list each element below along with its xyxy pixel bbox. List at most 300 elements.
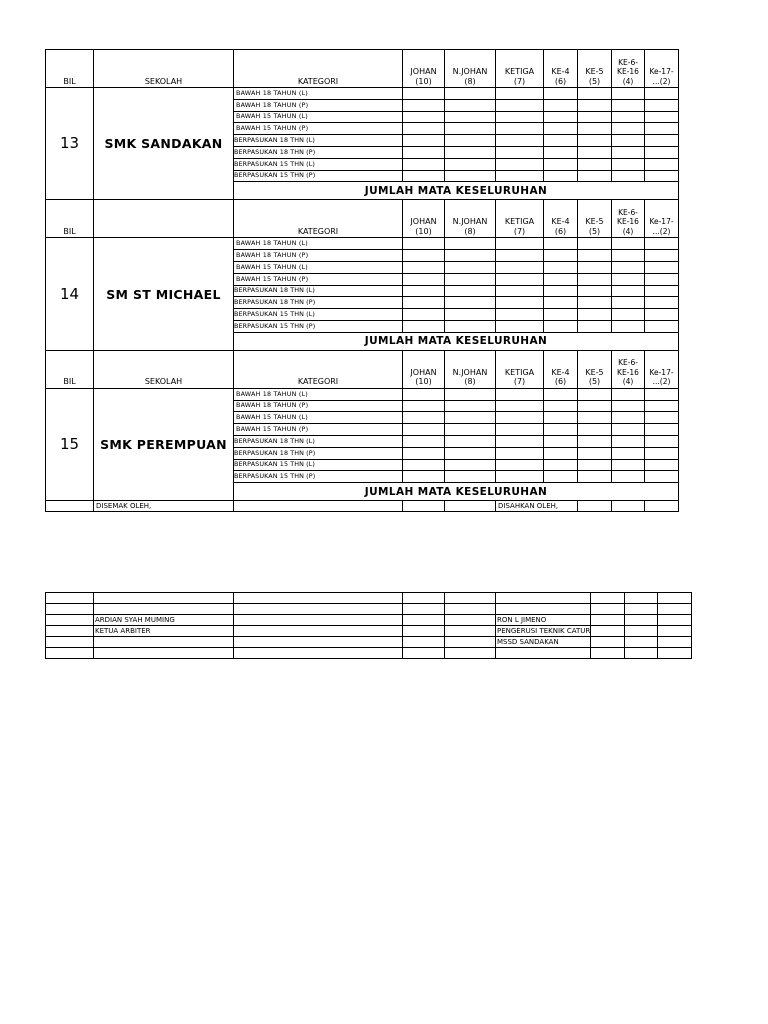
category-row bbox=[46, 388, 679, 400]
placement-label: Ke-17- bbox=[649, 367, 674, 377]
placement-label: KETIGA bbox=[504, 367, 535, 377]
score-cell[interactable] bbox=[645, 435, 679, 447]
sig-cell bbox=[658, 593, 692, 604]
score-cell[interactable] bbox=[496, 459, 544, 471]
category-name: BAWAH 18 TAHUN (L) bbox=[234, 238, 403, 250]
score-cell[interactable] bbox=[645, 400, 679, 412]
score-cell[interactable] bbox=[496, 238, 544, 250]
score-cell[interactable] bbox=[403, 170, 445, 182]
score-cell[interactable] bbox=[578, 88, 612, 100]
kategori-header: KATEGORI bbox=[234, 350, 403, 388]
score-cell[interactable] bbox=[645, 99, 679, 111]
category-name: BAWAH 18 TAHUN (L) bbox=[234, 388, 403, 400]
placement-points: ...(2) bbox=[652, 377, 671, 387]
placement-label: KE-5 bbox=[585, 217, 604, 227]
score-cell[interactable] bbox=[578, 273, 612, 285]
score-cell[interactable] bbox=[578, 320, 612, 332]
score-cell[interactable] bbox=[612, 250, 645, 262]
score-cell[interactable] bbox=[578, 297, 612, 309]
score-cell[interactable] bbox=[645, 273, 679, 285]
score-cell[interactable] bbox=[578, 146, 612, 158]
score-cell[interactable] bbox=[445, 261, 496, 273]
placement-points: (10) bbox=[415, 377, 432, 387]
sig-cell bbox=[445, 593, 496, 604]
score-cell[interactable] bbox=[578, 261, 612, 273]
category-name: BAWAH 18 TAHUN (P) bbox=[234, 250, 403, 262]
score-cell[interactable] bbox=[544, 170, 578, 182]
signature-row bbox=[46, 648, 692, 659]
sig-cell bbox=[625, 604, 658, 615]
score-cell[interactable] bbox=[403, 146, 445, 158]
results-table bbox=[45, 49, 679, 512]
score-cell[interactable] bbox=[496, 400, 544, 412]
score-cell[interactable] bbox=[578, 309, 612, 321]
score-cell[interactable] bbox=[496, 412, 544, 424]
placement-label-2: KE-16 bbox=[617, 367, 639, 377]
score-cell[interactable] bbox=[612, 285, 645, 297]
placement-header bbox=[612, 200, 645, 238]
bil-number: 14 bbox=[46, 238, 94, 350]
score-cell[interactable] bbox=[578, 388, 612, 400]
score-cell[interactable] bbox=[496, 388, 544, 400]
score-cell[interactable] bbox=[496, 146, 544, 158]
score-cell[interactable] bbox=[496, 273, 544, 285]
placement-label: N.JOHAN bbox=[452, 367, 488, 377]
sig-cell bbox=[403, 648, 445, 659]
sig-cell bbox=[591, 615, 625, 626]
category-name: BERPASUKAN 18 THN (P) bbox=[234, 146, 403, 158]
score-cell[interactable] bbox=[645, 412, 679, 424]
footer-cell bbox=[578, 501, 612, 512]
sig-cell bbox=[591, 648, 625, 659]
score-cell[interactable] bbox=[612, 412, 645, 424]
category-name: BAWAH 18 TAHUN (P) bbox=[234, 400, 403, 412]
score-cell[interactable] bbox=[645, 309, 679, 321]
score-cell[interactable] bbox=[544, 261, 578, 273]
placement-points: (5) bbox=[588, 377, 601, 387]
score-cell[interactable] bbox=[612, 309, 645, 321]
score-cell[interactable] bbox=[612, 158, 645, 170]
footer-cell bbox=[645, 501, 679, 512]
score-cell[interactable] bbox=[544, 146, 578, 158]
score-cell[interactable] bbox=[403, 471, 445, 483]
score-cell[interactable] bbox=[496, 170, 544, 182]
score-cell[interactable] bbox=[445, 99, 496, 111]
placement-label: N.JOHAN bbox=[452, 217, 488, 227]
right-signatory-name: RON L JIMENO bbox=[496, 615, 591, 626]
placement-header bbox=[578, 200, 612, 238]
score-cell[interactable] bbox=[445, 424, 496, 436]
bil-header: BIL bbox=[46, 350, 94, 388]
score-cell[interactable] bbox=[645, 123, 679, 135]
score-cell[interactable] bbox=[645, 135, 679, 147]
right-signatory-title: PENGERUSI TEKNIK CATUR bbox=[497, 627, 591, 635]
placement-header bbox=[645, 50, 679, 88]
score-cell[interactable] bbox=[578, 250, 612, 262]
left-signatory-name: ARDIAN SYAH MUMING bbox=[94, 615, 234, 626]
score-cell[interactable] bbox=[612, 123, 645, 135]
score-cell[interactable] bbox=[612, 111, 645, 123]
score-cell[interactable] bbox=[578, 238, 612, 250]
score-cell[interactable] bbox=[645, 170, 679, 182]
score-cell[interactable] bbox=[403, 250, 445, 262]
left-signatory-title: KETUA ARBITER bbox=[94, 626, 234, 637]
score-cell[interactable] bbox=[403, 111, 445, 123]
score-cell[interactable] bbox=[496, 111, 544, 123]
score-cell[interactable] bbox=[578, 424, 612, 436]
score-cell[interactable] bbox=[496, 424, 544, 436]
score-cell[interactable] bbox=[544, 309, 578, 321]
score-cell[interactable] bbox=[496, 435, 544, 447]
placement-header bbox=[544, 200, 578, 238]
header-row bbox=[46, 200, 679, 238]
score-cell[interactable] bbox=[403, 309, 445, 321]
score-cell[interactable] bbox=[496, 88, 544, 100]
score-cell[interactable] bbox=[645, 111, 679, 123]
score-cell[interactable] bbox=[645, 320, 679, 332]
placement-label: KE-6- bbox=[618, 207, 638, 217]
placement-label: KE-4 bbox=[551, 367, 570, 377]
score-cell[interactable] bbox=[445, 320, 496, 332]
bil-header: BIL bbox=[46, 200, 94, 238]
category-name: BERPASUKAN 18 THN (L) bbox=[234, 435, 403, 447]
score-cell[interactable] bbox=[496, 320, 544, 332]
sig-cell bbox=[625, 626, 658, 637]
score-cell[interactable] bbox=[445, 435, 496, 447]
score-cell[interactable] bbox=[612, 261, 645, 273]
sig-cell bbox=[591, 626, 625, 637]
score-cell[interactable] bbox=[645, 261, 679, 273]
category-name: BAWAH 15 TAHUN (P) bbox=[234, 424, 403, 436]
placement-label: KE-5 bbox=[585, 67, 604, 76]
sig-cell bbox=[234, 604, 403, 615]
sig-cell bbox=[658, 648, 692, 659]
total-label: JUMLAH MATA KESELURUHAN bbox=[234, 332, 679, 350]
score-cell[interactable] bbox=[445, 88, 496, 100]
school-name: SM ST MICHAEL bbox=[94, 238, 234, 350]
placement-label: KE-6- bbox=[618, 358, 638, 368]
placement-points: (6) bbox=[554, 76, 567, 86]
score-cell[interactable] bbox=[403, 459, 445, 471]
score-cell[interactable] bbox=[612, 273, 645, 285]
placement-points: (8) bbox=[464, 76, 476, 86]
category-name: BERPASUKAN 15 THN (P) bbox=[234, 471, 403, 483]
placement-header bbox=[445, 200, 496, 238]
score-cell[interactable] bbox=[496, 447, 544, 459]
sig-cell bbox=[46, 637, 94, 648]
score-cell[interactable] bbox=[645, 424, 679, 436]
sig-empty bbox=[94, 648, 234, 659]
score-cell[interactable] bbox=[645, 297, 679, 309]
sig-empty bbox=[496, 604, 591, 615]
score-cell[interactable] bbox=[612, 297, 645, 309]
placement-label: JOHAN bbox=[410, 67, 437, 76]
sig-cell bbox=[46, 626, 94, 637]
score-cell[interactable] bbox=[445, 297, 496, 309]
score-cell[interactable] bbox=[403, 99, 445, 111]
score-cell[interactable] bbox=[403, 135, 445, 147]
footer-cell bbox=[612, 501, 645, 512]
score-cell[interactable] bbox=[496, 309, 544, 321]
score-cell[interactable] bbox=[496, 471, 544, 483]
score-cell[interactable] bbox=[403, 285, 445, 297]
score-cell[interactable] bbox=[544, 412, 578, 424]
score-cell[interactable] bbox=[578, 447, 612, 459]
score-cell[interactable] bbox=[496, 250, 544, 262]
placement-points: (6) bbox=[554, 226, 567, 236]
category-name: BERPASUKAN 15 THN (L) bbox=[234, 158, 403, 170]
score-cell[interactable] bbox=[544, 273, 578, 285]
score-cell[interactable] bbox=[612, 146, 645, 158]
score-cell[interactable] bbox=[544, 158, 578, 170]
placement-points: (5) bbox=[588, 226, 601, 236]
total-label: JUMLAH MATA KESELURUHAN bbox=[234, 483, 679, 501]
score-cell[interactable] bbox=[403, 238, 445, 250]
sig-cell bbox=[445, 637, 496, 648]
score-cell[interactable] bbox=[445, 285, 496, 297]
header-row bbox=[46, 350, 679, 388]
sig-cell bbox=[403, 626, 445, 637]
category-name: BERPASUKAN 15 THN (L) bbox=[234, 309, 403, 321]
school-name: SMK SANDAKAN bbox=[94, 88, 234, 200]
score-cell[interactable] bbox=[544, 388, 578, 400]
score-cell[interactable] bbox=[403, 400, 445, 412]
score-cell[interactable] bbox=[445, 388, 496, 400]
score-cell[interactable] bbox=[496, 123, 544, 135]
score-cell[interactable] bbox=[403, 424, 445, 436]
sig-cell bbox=[625, 637, 658, 648]
score-cell[interactable] bbox=[578, 435, 612, 447]
score-cell[interactable] bbox=[403, 261, 445, 273]
score-cell[interactable] bbox=[544, 471, 578, 483]
score-cell[interactable] bbox=[544, 320, 578, 332]
score-cell[interactable] bbox=[403, 435, 445, 447]
score-cell[interactable] bbox=[612, 88, 645, 100]
footer-cell bbox=[403, 501, 445, 512]
sig-cell bbox=[46, 593, 94, 604]
score-cell[interactable] bbox=[496, 297, 544, 309]
score-cell[interactable] bbox=[544, 238, 578, 250]
score-cell[interactable] bbox=[612, 170, 645, 182]
score-cell[interactable] bbox=[496, 99, 544, 111]
sig-cell bbox=[591, 604, 625, 615]
score-cell[interactable] bbox=[578, 99, 612, 111]
placement-label: N.JOHAN bbox=[452, 67, 488, 76]
category-name: BAWAH 15 TAHUN (L) bbox=[234, 261, 403, 273]
score-cell[interactable] bbox=[496, 261, 544, 273]
category-name: BAWAH 18 TAHUN (L) bbox=[234, 88, 403, 100]
sig-cell bbox=[234, 593, 403, 604]
placement-label: KE-6- bbox=[618, 57, 638, 67]
placement-points: (8) bbox=[464, 377, 476, 387]
score-cell[interactable] bbox=[544, 123, 578, 135]
score-cell[interactable] bbox=[612, 400, 645, 412]
score-cell[interactable] bbox=[445, 447, 496, 459]
score-cell[interactable] bbox=[578, 111, 612, 123]
score-cell[interactable] bbox=[578, 400, 612, 412]
placement-label-2: KE-16 bbox=[617, 217, 639, 227]
placement-points: (7) bbox=[513, 377, 526, 387]
score-cell[interactable] bbox=[645, 459, 679, 471]
score-cell[interactable] bbox=[544, 447, 578, 459]
sig-empty bbox=[94, 637, 234, 648]
sig-cell bbox=[625, 615, 658, 626]
sig-cell bbox=[658, 626, 692, 637]
sig-empty bbox=[94, 593, 234, 604]
score-cell[interactable] bbox=[645, 146, 679, 158]
footer-row bbox=[46, 501, 679, 512]
score-cell[interactable] bbox=[544, 424, 578, 436]
score-cell[interactable] bbox=[403, 297, 445, 309]
score-cell[interactable] bbox=[544, 111, 578, 123]
score-cell[interactable] bbox=[445, 471, 496, 483]
score-cell[interactable] bbox=[544, 88, 578, 100]
score-cell[interactable] bbox=[445, 238, 496, 250]
score-cell[interactable] bbox=[578, 285, 612, 297]
score-cell[interactable] bbox=[403, 412, 445, 424]
score-cell[interactable] bbox=[645, 238, 679, 250]
placement-points: (5) bbox=[588, 76, 601, 86]
placement-header bbox=[578, 50, 612, 88]
score-cell[interactable] bbox=[445, 123, 496, 135]
score-cell[interactable] bbox=[645, 285, 679, 297]
sig-empty bbox=[94, 604, 234, 615]
placement-points: (4) bbox=[622, 226, 634, 236]
score-cell[interactable] bbox=[403, 320, 445, 332]
score-cell[interactable] bbox=[544, 435, 578, 447]
score-cell[interactable] bbox=[403, 388, 445, 400]
score-cell[interactable] bbox=[544, 285, 578, 297]
placement-header bbox=[544, 50, 578, 88]
score-cell[interactable] bbox=[612, 238, 645, 250]
category-name: BERPASUKAN 15 THN (P) bbox=[234, 170, 403, 182]
sig-cell bbox=[403, 604, 445, 615]
score-cell[interactable] bbox=[612, 99, 645, 111]
score-cell[interactable] bbox=[496, 158, 544, 170]
score-cell[interactable] bbox=[445, 309, 496, 321]
score-cell[interactable] bbox=[645, 158, 679, 170]
school-name: SMK PEREMPUAN bbox=[94, 388, 234, 500]
score-cell[interactable] bbox=[645, 447, 679, 459]
placement-label: KE-5 bbox=[585, 367, 604, 377]
score-cell[interactable] bbox=[544, 250, 578, 262]
score-cell[interactable] bbox=[445, 400, 496, 412]
placement-header bbox=[403, 50, 445, 88]
score-cell[interactable] bbox=[612, 135, 645, 147]
score-cell[interactable] bbox=[445, 135, 496, 147]
score-cell[interactable] bbox=[403, 447, 445, 459]
score-cell[interactable] bbox=[544, 135, 578, 147]
disahkan-label: DISAHKAN OLEH, bbox=[496, 501, 578, 512]
bil-number: 15 bbox=[46, 388, 94, 500]
placement-points: (10) bbox=[415, 226, 432, 236]
score-cell[interactable] bbox=[496, 135, 544, 147]
category-row bbox=[46, 88, 679, 100]
placement-label: Ke-17- bbox=[649, 67, 674, 76]
score-cell[interactable] bbox=[445, 146, 496, 158]
score-cell[interactable] bbox=[645, 88, 679, 100]
score-cell[interactable] bbox=[445, 459, 496, 471]
sig-cell bbox=[445, 604, 496, 615]
score-cell[interactable] bbox=[403, 273, 445, 285]
score-cell[interactable] bbox=[645, 471, 679, 483]
placement-header bbox=[612, 50, 645, 88]
score-cell[interactable] bbox=[578, 471, 612, 483]
placement-points: (4) bbox=[622, 76, 634, 86]
kategori-header: KATEGORI bbox=[234, 50, 403, 88]
placement-header bbox=[544, 350, 578, 388]
score-cell[interactable] bbox=[403, 158, 445, 170]
score-cell[interactable] bbox=[645, 250, 679, 262]
category-name: BERPASUKAN 18 THN (L) bbox=[234, 135, 403, 147]
sekolah-header: SEKOLAH bbox=[94, 50, 234, 88]
score-cell[interactable] bbox=[445, 412, 496, 424]
placement-header bbox=[578, 350, 612, 388]
category-name: BERPASUKAN 15 THN (P) bbox=[234, 320, 403, 332]
score-cell[interactable] bbox=[445, 111, 496, 123]
category-name: BAWAH 15 TAHUN (L) bbox=[234, 111, 403, 123]
score-cell[interactable] bbox=[578, 158, 612, 170]
score-cell[interactable] bbox=[445, 250, 496, 262]
score-cell[interactable] bbox=[578, 135, 612, 147]
placement-header bbox=[645, 200, 679, 238]
placement-label: JOHAN bbox=[410, 217, 437, 227]
category-name: BERPASUKAN 15 THN (L) bbox=[234, 459, 403, 471]
score-cell[interactable] bbox=[544, 297, 578, 309]
score-cell[interactable] bbox=[496, 285, 544, 297]
score-cell[interactable] bbox=[612, 471, 645, 483]
score-cell[interactable] bbox=[612, 388, 645, 400]
score-cell[interactable] bbox=[544, 99, 578, 111]
score-cell[interactable] bbox=[612, 459, 645, 471]
sig-empty bbox=[496, 648, 591, 659]
score-cell[interactable] bbox=[612, 320, 645, 332]
score-cell[interactable] bbox=[445, 170, 496, 182]
score-cell[interactable] bbox=[544, 459, 578, 471]
placement-header bbox=[445, 350, 496, 388]
score-cell[interactable] bbox=[612, 424, 645, 436]
score-cell[interactable] bbox=[612, 447, 645, 459]
signature-table bbox=[45, 592, 692, 659]
sig-cell bbox=[234, 615, 403, 626]
score-cell[interactable] bbox=[445, 273, 496, 285]
score-cell[interactable] bbox=[645, 388, 679, 400]
placement-points: (7) bbox=[513, 76, 526, 86]
kategori-header: KATEGORI bbox=[234, 200, 403, 238]
signature-row bbox=[46, 615, 692, 626]
sig-cell bbox=[658, 615, 692, 626]
score-cell[interactable] bbox=[578, 170, 612, 182]
placement-label: KETIGA bbox=[504, 217, 535, 227]
score-cell[interactable] bbox=[612, 435, 645, 447]
placement-points: ...(2) bbox=[652, 76, 671, 86]
placement-header bbox=[403, 200, 445, 238]
score-cell[interactable] bbox=[403, 88, 445, 100]
placement-points: (4) bbox=[622, 377, 634, 387]
score-cell[interactable] bbox=[578, 412, 612, 424]
footer-cell bbox=[46, 501, 94, 512]
placement-points: (6) bbox=[554, 377, 567, 387]
score-cell[interactable] bbox=[445, 158, 496, 170]
placement-header bbox=[445, 50, 496, 88]
category-name: BAWAH 15 TAHUN (P) bbox=[234, 123, 403, 135]
score-cell[interactable] bbox=[578, 459, 612, 471]
score-cell[interactable] bbox=[578, 123, 612, 135]
score-cell[interactable] bbox=[544, 400, 578, 412]
sig-cell bbox=[403, 593, 445, 604]
score-cell[interactable] bbox=[403, 123, 445, 135]
placement-points: (10) bbox=[415, 76, 432, 86]
